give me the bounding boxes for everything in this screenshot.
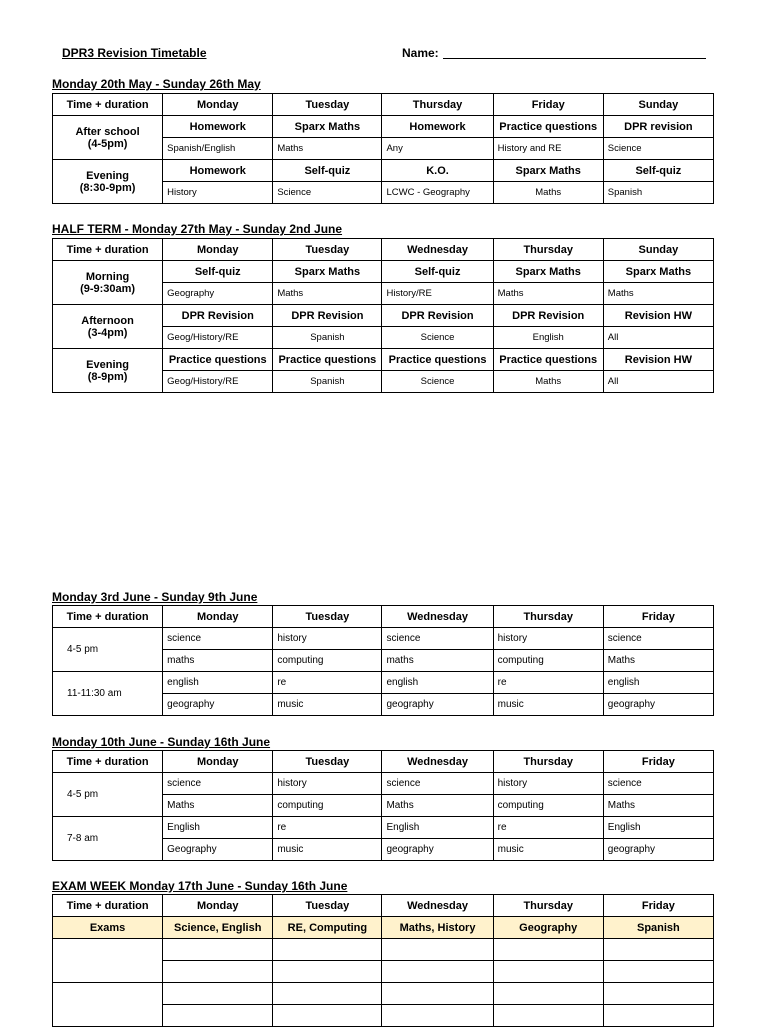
subject-cell: All: [603, 327, 713, 349]
subject-cell: maths: [163, 650, 273, 672]
duration-label: (9-9:30am): [80, 282, 136, 295]
week1-title: Monday 20th May - Sunday 26th May: [52, 77, 261, 91]
time-label: Evening: [86, 358, 129, 371]
subject-cell: Maths: [382, 795, 493, 817]
exam-cell: Geography: [493, 917, 603, 939]
subject-cell: re: [273, 672, 382, 694]
table-header-row: [53, 239, 714, 261]
column-header: Sunday: [603, 94, 713, 116]
subject-cell: Maths: [163, 795, 273, 817]
subject-cell: Maths: [273, 283, 382, 305]
column-header: Time + duration: [53, 751, 163, 773]
time-slot: [53, 349, 163, 393]
subject-cell: geography: [603, 694, 713, 716]
task-cell: DPR revision: [603, 116, 713, 138]
empty-cell[interactable]: [603, 961, 713, 983]
week3-table: [52, 605, 714, 716]
task-cell: Self-quiz: [163, 261, 273, 283]
column-header: Time + duration: [53, 94, 163, 116]
subject-cell: computing: [273, 795, 382, 817]
name-field[interactable]: [443, 58, 706, 59]
week2-title: HALF TERM - Monday 27th May - Sunday 2nd June: [52, 222, 343, 236]
column-header: Tuesday: [273, 895, 382, 917]
column-header: Thursday: [493, 606, 603, 628]
column-header: Wednesday: [382, 895, 493, 917]
subject-cell: Any: [382, 138, 493, 160]
task-cell: Sparx Maths: [273, 261, 382, 283]
empty-cell[interactable]: [273, 961, 382, 983]
exam-row: [53, 917, 714, 939]
task-cell: Sparx Maths: [493, 261, 603, 283]
empty-cell[interactable]: [273, 939, 382, 961]
subject-cell: history: [493, 773, 603, 795]
empty-cell[interactable]: [273, 1005, 382, 1027]
empty-cell[interactable]: [493, 939, 603, 961]
column-header: Sunday: [603, 239, 713, 261]
name-label: Name:: [402, 46, 439, 60]
time-slot: 11-11:30 am: [53, 672, 163, 716]
subject-cell: maths: [382, 650, 493, 672]
time-slot: [53, 160, 163, 204]
task-cell: Practice questions: [382, 349, 493, 371]
subject-cell: science: [163, 773, 273, 795]
table-row: [53, 349, 714, 371]
time-slot: 7-8 am: [53, 817, 163, 861]
column-header: Monday: [163, 606, 273, 628]
table-row: [53, 773, 714, 795]
empty-cell[interactable]: [382, 1005, 493, 1027]
column-header: Friday: [603, 751, 713, 773]
subject-cell: science: [382, 773, 493, 795]
empty-cell[interactable]: [163, 983, 273, 1005]
subject-cell: re: [493, 672, 603, 694]
subject-cell: Spanish: [603, 182, 713, 204]
empty-cell[interactable]: [603, 983, 713, 1005]
table-row: [53, 305, 714, 327]
subject-cell: music: [493, 694, 603, 716]
subject-cell: Maths: [493, 283, 603, 305]
table-row: [53, 261, 714, 283]
subject-cell: Spanish: [273, 371, 382, 393]
column-header: Thursday: [493, 895, 603, 917]
empty-cell[interactable]: [603, 1005, 713, 1027]
subject-cell: geography: [382, 839, 493, 861]
empty-cell[interactable]: [163, 1005, 273, 1027]
column-header: Wednesday: [382, 239, 493, 261]
table-header-row: [53, 751, 714, 773]
subject-cell: Maths: [493, 182, 603, 204]
subject-cell: Geog/History/RE: [163, 327, 273, 349]
time-label: After school: [75, 125, 140, 138]
time-label: Afternoon: [81, 314, 134, 327]
subject-cell: Maths: [493, 371, 603, 393]
column-header: Thursday: [493, 239, 603, 261]
empty-cell[interactable]: [493, 983, 603, 1005]
subject-cell: english: [382, 672, 493, 694]
subject-cell: Spanish: [273, 327, 382, 349]
table-row: [53, 983, 714, 1005]
empty-cell[interactable]: [382, 939, 493, 961]
subject-cell: English: [163, 817, 273, 839]
exam-cell: Science, English: [163, 917, 273, 939]
subject-cell: english: [163, 672, 273, 694]
subject-cell: Maths: [273, 138, 382, 160]
table-row: [53, 672, 714, 694]
subject-cell: english: [603, 672, 713, 694]
subject-cell: computing: [493, 795, 603, 817]
column-header: Time + duration: [53, 239, 163, 261]
empty-time-slot[interactable]: [53, 983, 163, 1027]
empty-cell[interactable]: [493, 1005, 603, 1027]
subject-cell: English: [493, 327, 603, 349]
task-cell: DPR Revision: [493, 305, 603, 327]
subject-cell: music: [273, 839, 382, 861]
subject-cell: Science: [382, 371, 493, 393]
column-header: Monday: [163, 895, 273, 917]
subject-cell: science: [382, 628, 493, 650]
subject-cell: Spanish/English: [163, 138, 273, 160]
week5-title: EXAM WEEK Monday 17th June - Sunday 16th June: [52, 879, 348, 893]
time-slot: [53, 305, 163, 349]
column-header: Thursday: [493, 751, 603, 773]
subject-cell: Geog/History/RE: [163, 371, 273, 393]
subject-cell: science: [603, 628, 713, 650]
column-header: Friday: [603, 606, 713, 628]
subject-cell: Maths: [603, 283, 713, 305]
task-cell: Homework: [382, 116, 493, 138]
table-row: [53, 817, 714, 839]
subject-cell: re: [493, 817, 603, 839]
task-cell: Homework: [163, 116, 273, 138]
task-cell: Revision HW: [603, 305, 713, 327]
subject-cell: English: [603, 817, 713, 839]
task-cell: Self-quiz: [382, 261, 493, 283]
exam-cell: Maths, History: [382, 917, 493, 939]
task-cell: DPR Revision: [382, 305, 493, 327]
subject-cell: music: [493, 839, 603, 861]
time-label: Evening: [86, 169, 129, 182]
column-header: Tuesday: [273, 239, 382, 261]
table-row: [53, 939, 714, 961]
subject-cell: re: [273, 817, 382, 839]
empty-cell[interactable]: [163, 961, 273, 983]
empty-time-slot[interactable]: [53, 939, 163, 983]
task-cell: Self-quiz: [273, 160, 382, 182]
subject-cell: Science: [273, 182, 382, 204]
task-cell: Practice questions: [273, 349, 382, 371]
subject-cell: History: [163, 182, 273, 204]
time-slot: [53, 116, 163, 160]
duration-label: (4-5pm): [87, 137, 128, 150]
table-row: [53, 116, 714, 138]
empty-cell[interactable]: [163, 939, 273, 961]
time-slot: 4-5 pm: [53, 628, 163, 672]
week3-title: Monday 3rd June - Sunday 9th June: [52, 590, 258, 604]
task-cell: Sparx Maths: [603, 261, 713, 283]
task-cell: Practice questions: [493, 349, 603, 371]
column-header: Thursday: [382, 94, 493, 116]
duration-label: (3-4pm): [87, 326, 128, 339]
column-header: Friday: [603, 895, 713, 917]
exam-cell: RE, Computing: [273, 917, 382, 939]
time-label: Morning: [85, 270, 130, 283]
subject-cell: English: [382, 817, 493, 839]
subject-cell: Science: [382, 327, 493, 349]
subject-cell: history: [273, 773, 382, 795]
week4-table: [52, 750, 714, 861]
subject-cell: Geography: [163, 283, 273, 305]
subject-cell: Maths: [603, 650, 713, 672]
subject-cell: History and RE: [493, 138, 603, 160]
table-header-row: [53, 895, 714, 917]
duration-label: (8:30-9pm): [79, 181, 136, 194]
subject-cell: Geography: [163, 839, 273, 861]
column-header: Tuesday: [273, 606, 382, 628]
column-header: Wednesday: [382, 751, 493, 773]
table-header-row: [53, 94, 714, 116]
column-header: Monday: [163, 239, 273, 261]
subject-cell: science: [163, 628, 273, 650]
subject-cell: geography: [603, 839, 713, 861]
table-row: [53, 628, 714, 650]
exam-cell: Exams: [53, 917, 163, 939]
duration-label: (8-9pm): [87, 370, 128, 383]
empty-cell[interactable]: [273, 983, 382, 1005]
column-header: Monday: [163, 751, 273, 773]
task-cell: K.O.: [382, 160, 493, 182]
empty-cell[interactable]: [493, 961, 603, 983]
subject-cell: LCWC - Geography: [382, 182, 493, 204]
subject-cell: history: [273, 628, 382, 650]
table-row: [53, 160, 714, 182]
task-cell: Homework: [163, 160, 273, 182]
subject-cell: computing: [273, 650, 382, 672]
column-header: Time + duration: [53, 606, 163, 628]
task-cell: Practice questions: [163, 349, 273, 371]
task-cell: Self-quiz: [603, 160, 713, 182]
column-header: Monday: [163, 94, 273, 116]
task-cell: Sparx Maths: [273, 116, 382, 138]
subject-cell: geography: [382, 694, 493, 716]
page-title: DPR3 Revision Timetable: [62, 46, 207, 60]
subject-cell: Maths: [603, 795, 713, 817]
time-slot: 4-5 pm: [53, 773, 163, 817]
subject-cell: Science: [603, 138, 713, 160]
subject-cell: history: [493, 628, 603, 650]
week2-table: [52, 238, 714, 393]
subject-cell: All: [603, 371, 713, 393]
column-header: Friday: [493, 94, 603, 116]
task-cell: DPR Revision: [273, 305, 382, 327]
table-header-row: [53, 606, 714, 628]
time-slot: [53, 261, 163, 305]
empty-cell[interactable]: [382, 961, 493, 983]
task-cell: DPR Revision: [163, 305, 273, 327]
week1-table: [52, 93, 714, 204]
empty-cell[interactable]: [603, 939, 713, 961]
task-cell: Sparx Maths: [493, 160, 603, 182]
subject-cell: History/RE: [382, 283, 493, 305]
column-header: Wednesday: [382, 606, 493, 628]
column-header: Time + duration: [53, 895, 163, 917]
column-header: Tuesday: [273, 94, 382, 116]
subject-cell: science: [603, 773, 713, 795]
column-header: Tuesday: [273, 751, 382, 773]
subject-cell: music: [273, 694, 382, 716]
week4-title: Monday 10th June - Sunday 16th June: [52, 735, 271, 749]
task-cell: Revision HW: [603, 349, 713, 371]
exam-cell: Spanish: [603, 917, 713, 939]
subject-cell: computing: [493, 650, 603, 672]
week5-table: [52, 894, 714, 1027]
task-cell: Practice questions: [493, 116, 603, 138]
empty-cell[interactable]: [382, 983, 493, 1005]
subject-cell: geography: [163, 694, 273, 716]
